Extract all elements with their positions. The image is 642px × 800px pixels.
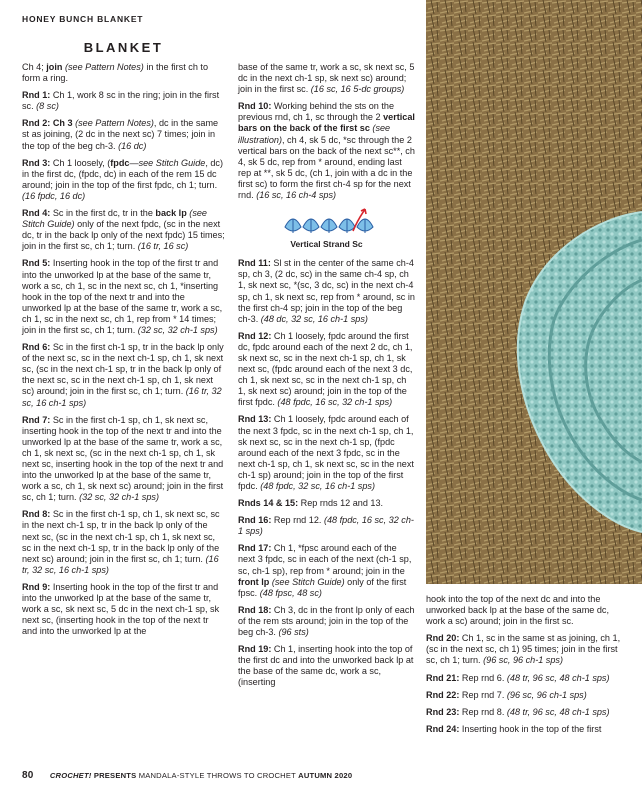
round-label: Rnd 8: xyxy=(22,509,51,520)
round-label: Rnd 20: xyxy=(426,633,460,644)
instruction-paragraph xyxy=(22,342,225,409)
instruction-text: Inserting hook in the top of the first tr and into the unworked lp at the base of the same tr, work a sc, ch 1, sc in the next sc, ch 1, *inserting hook in the top of the next tr and into the unworked lp at the base of the same tr, work a sc, ch 1, sc in the next sc, ch 1, rep from * 14 times; join in the first sc, ch 1; turn. xyxy=(22,258,223,335)
instruction-paragraph xyxy=(238,605,415,638)
instruction-text: Sc in the first ch-1 sp, ch 1, sk next sc, sc in the next ch-1 sp, tr in the back lp only of the next sc, (sc in the next ch-1 sp, ch 1, sk next sc, sc in the next ch-1 sp, tr in the back lp only of the next sc) around; join in the first sc, ch 1; turn. xyxy=(22,509,220,564)
instruction-text: Rep rnd 8. xyxy=(459,706,507,717)
instruction-text: (48 fpsc, 48 sc) xyxy=(259,587,322,598)
instruction-paragraph xyxy=(22,258,225,336)
round-label: Rnd 11: xyxy=(238,258,271,269)
instruction-text: Inserting hook in the top of the first xyxy=(459,723,602,734)
instruction-text: Ch 1 loosely, ( xyxy=(50,157,111,168)
page-number: 80 xyxy=(22,770,34,781)
instruction-text: (16 dc) xyxy=(118,140,147,151)
instruction-paragraph xyxy=(22,582,225,637)
instruction-text: join xyxy=(46,62,63,72)
footer-brand: CROCHET! xyxy=(49,771,92,780)
instruction-text: Sc in the first ch-1 sp, tr in the back lp only of the next sc, sc in the next ch-1 sp, ch 1, sk next sc, (sc in the next ch-1 sp, tr in the back lp only of the next sc, sc in the next ch-1 sp, ch 1, sk next sc) around; join in the first sc, ch 1; turn. xyxy=(22,342,224,397)
round-label: Rnds 14 & 15: xyxy=(238,498,299,509)
blanket-photo xyxy=(426,0,642,584)
instruction-paragraph xyxy=(22,415,225,504)
instruction-text: (48 tr, 96 sc, 48 ch-1 sps) xyxy=(506,706,610,717)
instruction-text: Ch 1, inserting hook into the top of the first dc and into the unworked back lp at the base of the same dc, work a sc, (inserting xyxy=(238,644,414,688)
round-label: Rnd 3: xyxy=(22,157,51,168)
instruction-text: (32 sc, 32 ch-1 sps) xyxy=(79,492,159,503)
instruction-text: , ch 4, sk 5 dc, *sc through the 2 vertical bars on the back of the next sc**, ch 4, sk 5 dc, rep from * around, ending last rep at **, sk 5 dc, (ch 1, join with a dc in the first sc) to form the first ch-4 sp for the next rnd. xyxy=(238,134,415,201)
instruction-paragraph xyxy=(22,208,225,252)
round-label: Rnd 2: xyxy=(22,118,51,129)
round-label: Rnd 12: xyxy=(238,330,272,341)
instruction-text: Ch 1, sc in the same st as joining, ch 1, (sc in the next sc, ch 1) 95 times; join in the first sc, ch 1; turn. xyxy=(426,633,621,666)
instruction-text: Sc in the first dc, tr in the xyxy=(50,208,156,219)
round-label: Rnd 23: xyxy=(426,706,460,717)
round-label: Rnd 6: xyxy=(22,342,51,353)
instruction-text: Ch 1, *fpsc around each of the next 3 fpdc, sc in each of the next (ch-1 sp, sc, ch-1 sp), rep from * around; join in the xyxy=(238,543,412,576)
instruction-text: base of the same tr, work a sc, sk next sc, 5 dc in the next ch-1 sp, sk next sc) around; join in the first sc. xyxy=(238,62,415,95)
instruction-paragraph xyxy=(238,644,415,688)
instruction-paragraph xyxy=(238,101,415,201)
round-label: Rnd 16: xyxy=(238,515,272,526)
instruction-text: , dc) in the first dc, (fpdc, dc) in each of the rem 15 dc around; join in the top of the first fpdc, ch 1; turn. xyxy=(22,157,223,190)
instruction-text: Ch 3, dc in the front lp only of each of the rem sts around; join in the top of the beg ch-3. xyxy=(238,604,415,638)
column-2-bottom-instructions xyxy=(238,258,415,688)
instruction-paragraph xyxy=(426,690,622,701)
instruction-text: Sc in the first ch-1 sp, ch 1, sk next sc, inserting hook in the top of the next tr and into the unworked lp at the base of the same tr, work a sc, ch 1, sk next sc, (sc in the next ch-1 sp, ch 1, sk next sc, inserting hook in the top of the next tr and into the unworked lp at the base of the same tr, work a sc, ch 1, sk next sc) around; join in the first sc, ch 1; turn. xyxy=(22,414,224,503)
instruction-text: (16 tr, 16 sc) xyxy=(137,241,189,252)
instruction-paragraph xyxy=(238,414,415,492)
round-label: Rnd 21: xyxy=(426,672,460,683)
round-label: Rnd 10: xyxy=(238,101,272,112)
instruction-text: (16 sc, 16 5-dc groups) xyxy=(310,84,405,95)
instruction-text: Rep rnd 6. xyxy=(459,672,507,683)
footer-issue: AUTUMN 2020 xyxy=(298,771,353,780)
instruction-paragraph xyxy=(426,633,622,666)
instruction-paragraph xyxy=(22,118,225,151)
round-label: Rnd 19: xyxy=(238,644,272,655)
text-column-1 xyxy=(22,62,225,643)
instruction-text: (48 tr, 96 sc, 48 ch-1 sps) xyxy=(506,672,610,683)
instruction-text: hook into the top of the next dc and into the unworked back lp at the base of the same dc, work a sc) around; join in the first sc. xyxy=(426,594,609,627)
instruction-text: (see Pattern Notes) xyxy=(62,62,144,72)
instruction-paragraph xyxy=(426,707,622,718)
instruction-text: Ch 3 xyxy=(52,118,73,129)
round-label: Rnd 13: xyxy=(238,414,272,425)
instruction-text: (16 sc, 16 ch-4 sps) xyxy=(256,190,337,201)
instruction-text: (48 dc, 32 sc, 16 ch-1 sps) xyxy=(260,313,368,324)
footer-book-title: MANDALA-STYLE THROWS TO CROCHET xyxy=(138,771,296,780)
instruction-text: (see Pattern Notes) xyxy=(72,118,154,129)
instruction-text: (see illustration) xyxy=(238,123,391,145)
instruction-paragraph xyxy=(22,62,225,84)
instruction-paragraph xyxy=(238,543,415,598)
instruction-paragraph xyxy=(426,673,622,684)
instruction-text: (16 tr, 32 sc, 16 ch-1 sps) xyxy=(22,386,222,408)
footer-presents: PRESENTS xyxy=(93,771,137,780)
round-label: Rnd 5: xyxy=(22,258,51,269)
section-title: BLANKET xyxy=(83,40,164,55)
instruction-text: (16 fpdc, 16 dc) xyxy=(22,190,86,201)
instruction-text: Ch 1, work 8 sc in the ring; join in the first sc. xyxy=(22,90,220,112)
round-label: Rnd 7: xyxy=(22,414,51,425)
instruction-paragraph xyxy=(22,90,225,112)
instruction-paragraph xyxy=(238,258,415,325)
vertical-strand-sc-illustration xyxy=(279,207,375,237)
instruction-text: (see Stitch Guide) xyxy=(22,208,207,230)
round-label: Rnd 4: xyxy=(22,208,51,219)
instruction-text: Ch 1 loosely, fpdc around each of the next 3 fpdc, sc in the next ch-1 sp, ch 1, sk next sc, sc in the next ch-1 sp, (fpdc around each of the next 3 fpdc, sc in the next ch-1 sp, ch 1, sk next sc, sc in the next ch-1 sp) around; join in the top of the first fpdc. xyxy=(238,414,414,491)
instruction-text: Working behind the sts on the previous rnd, ch 1, sc through the 2 xyxy=(238,101,395,123)
instruction-paragraph xyxy=(22,509,225,576)
instruction-paragraph xyxy=(238,62,415,95)
instruction-text: , dc in the same st as joining, (2 dc in the next sc) 7 times; join in the top of the beg ch-3. xyxy=(22,118,219,151)
instruction-text: fpdc xyxy=(110,157,130,168)
instruction-paragraph xyxy=(238,498,415,509)
instruction-text: Inserting hook in the top of the first tr and into the unworked lp at the base of the same tr, work a sc, sk next sc, 5 dc in the next ch-1 sp, sk next sc, (inserting hook in the top of the next tr and into the unworked lp at the xyxy=(22,581,220,637)
instruction-text: back lp xyxy=(155,208,187,219)
instruction-text: (96 sts) xyxy=(278,627,309,638)
round-label: Rnd 1: xyxy=(22,90,51,101)
instruction-text: (16 tr, 32 sc, 16 ch-1 sps) xyxy=(22,553,219,575)
instruction-paragraph xyxy=(238,515,415,537)
instruction-text: only of the first fpsc. xyxy=(238,576,407,598)
instruction-text: Rep rnd 7. xyxy=(459,689,507,700)
round-label: Rnd 17: xyxy=(238,543,272,554)
instruction-text: (see Stitch Guide) xyxy=(269,576,345,587)
round-label: Rnd 9: xyxy=(22,581,51,592)
text-column-2 xyxy=(238,62,415,695)
instruction-paragraph xyxy=(426,594,622,627)
instruction-text: (48 fpdc, 16 sc, 32 ch-1 sps) xyxy=(238,515,414,537)
instruction-text: (48 fpdc, 16 sc, 32 ch-1 sps) xyxy=(277,397,393,408)
instruction-text: in the first ch to form a ring. xyxy=(22,62,209,84)
instruction-text: Ch 4; xyxy=(22,62,47,72)
pattern-running-head: HONEY BUNCH BLANKET xyxy=(22,14,144,24)
instruction-text: (48 fpdc, 32 sc, 16 ch-1 sps) xyxy=(260,481,375,491)
round-label: Rnd 18: xyxy=(238,604,272,615)
column-2-top-instructions xyxy=(238,62,415,201)
instruction-paragraph xyxy=(426,724,622,735)
instruction-text: —see Stitch Guide xyxy=(129,157,206,168)
instruction-text: Ch 1 loosely, fpdc around the first dc, fpdc around each of the next 2 dc, ch 1, sk next sc, sc in the next ch-1 sp, ch 1, sk next sc, (fpdc around each of the next 3 dc, ch 1, sk next sc, sc in the next ch-1 sp, ch 1, sk next sc) around; join in the top of the first fpdc. xyxy=(238,330,413,408)
instruction-text: (96 sc, 96 ch-1 sps) xyxy=(506,689,587,700)
instruction-text: (96 sc, 96 ch-1 sps) xyxy=(483,655,563,666)
instruction-text: Rep rnd 12. xyxy=(271,515,324,526)
instruction-text: (32 sc, 32 ch-1 sps) xyxy=(137,324,218,335)
instruction-text: (8 sc) xyxy=(36,101,59,112)
instruction-text: Sl st in the center of the same ch-4 sp, ch 3, (2 dc, sc) in the same ch-4 sp, ch 1, sk next sc, *(sc, 3 dc, sc) in the next ch-4 sp, ch 1, sk next sc, rep from * around, sc in the first ch-4 sp; join in the top of the beg ch-3. xyxy=(238,258,415,324)
illustration-caption: Vertical Strand Sc xyxy=(290,239,363,250)
page-footer xyxy=(22,770,352,781)
round-label: Rnd 22: xyxy=(426,689,460,700)
instruction-text: front lp xyxy=(238,576,270,587)
instruction-text: Rep rnds 12 and 13. xyxy=(298,498,384,509)
instruction-text: only of the next fpdc, (sc in the next dc, tr in the back lp only of the next fpdc) 15 times; join in the first sc, ch 1; turn. xyxy=(22,219,225,252)
instruction-paragraph xyxy=(22,158,225,202)
text-column-3 xyxy=(426,594,622,741)
round-label: Rnd 24: xyxy=(426,723,460,734)
instruction-text: vertical bars on the back of the first sc xyxy=(238,112,415,134)
instruction-paragraph xyxy=(238,331,415,409)
